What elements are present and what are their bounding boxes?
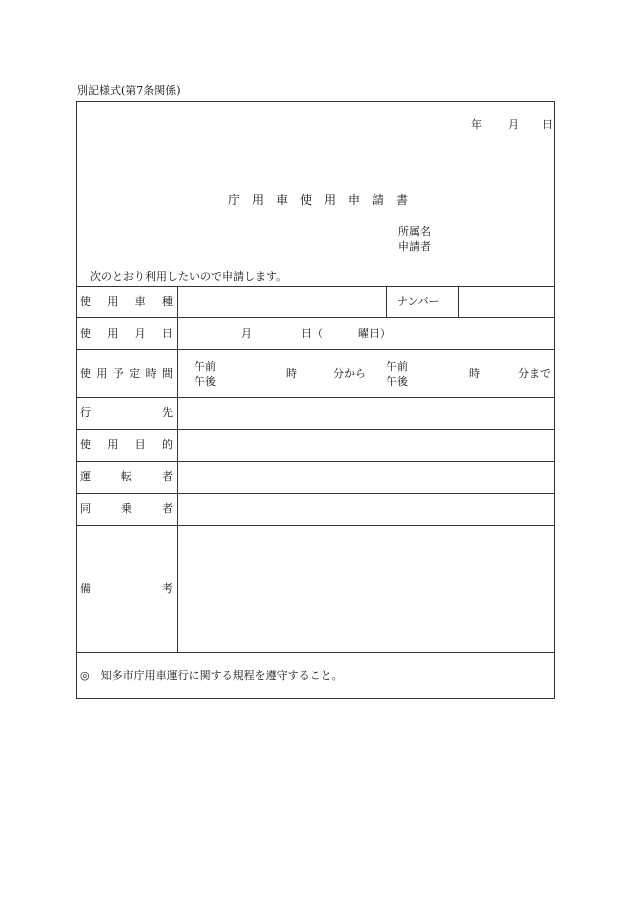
applicant-block (398, 224, 431, 254)
end-until-label: 分まで (518, 367, 551, 380)
row-divider (76, 429, 555, 430)
row-divider (76, 461, 555, 462)
number-label: ナンバー (397, 295, 440, 308)
end-hour-label: 時 (469, 367, 480, 380)
driver-label: 運 転 者 (80, 470, 173, 483)
passenger-field[interactable] (178, 495, 554, 524)
end-ampm (386, 359, 408, 389)
form-title: 庁用車使用申請書 (228, 193, 421, 207)
row-divider (76, 397, 555, 398)
vehicle-type-label: 使 用 車 種 (80, 295, 173, 308)
applicant-label: 申請者 (398, 240, 431, 253)
start-from-label: 分から (333, 367, 366, 380)
schedule-label: 使 用 予 定 時 間 (80, 367, 173, 380)
number-field[interactable] (459, 288, 554, 316)
request-statement: 次のとおり利用したいので申請します。 (90, 270, 288, 283)
row-divider (76, 652, 555, 653)
use-date-label: 使 用 月 日 (80, 327, 173, 340)
remarks-label: 備 考 (80, 582, 173, 595)
purpose-label: 使 用 目 的 (80, 438, 173, 451)
label-remarks (80, 583, 173, 594)
use-date-weekday: 曜日） (358, 327, 391, 340)
department-label: 所属名 (398, 225, 431, 238)
destination-label: 行 先 (80, 406, 173, 419)
end-pm-option[interactable]: 午後 (386, 375, 408, 388)
row-divider (76, 317, 555, 318)
date-month-label: 月 (508, 118, 519, 131)
remarks-field[interactable] (178, 527, 554, 651)
row-divider (76, 349, 555, 350)
date-year-label: 年 (471, 118, 482, 131)
label-use-date (80, 328, 173, 339)
row-divider (76, 493, 555, 494)
end-am-option[interactable]: 午前 (386, 360, 408, 373)
label-driver (80, 471, 173, 482)
destination-field[interactable] (178, 399, 554, 428)
label-vehicle-type (80, 296, 173, 307)
start-pm-option[interactable]: 午後 (194, 375, 216, 388)
footer-note: ◎ 知多市庁用車運行に関する規程を遵守すること。 (80, 669, 343, 682)
use-date-day: 日（ (301, 327, 323, 340)
start-hour-label: 時 (286, 367, 297, 380)
purpose-field[interactable] (178, 431, 554, 460)
row-divider (76, 525, 555, 526)
start-ampm (194, 359, 216, 389)
label-passenger (80, 503, 173, 514)
form-reference: 別記様式(第7条関係) (77, 84, 181, 97)
label-destination (80, 407, 173, 418)
driver-field[interactable] (178, 463, 554, 492)
passenger-label: 同 乗 者 (80, 502, 173, 515)
label-purpose (80, 439, 173, 450)
row-divider (76, 286, 555, 287)
start-am-option[interactable]: 午前 (194, 360, 216, 373)
vehicle-type-field[interactable] (178, 288, 385, 316)
label-schedule (80, 368, 173, 379)
use-date-month: 月 (241, 327, 252, 340)
number-label-divider (386, 286, 387, 317)
date-day-label: 日 (542, 118, 553, 131)
